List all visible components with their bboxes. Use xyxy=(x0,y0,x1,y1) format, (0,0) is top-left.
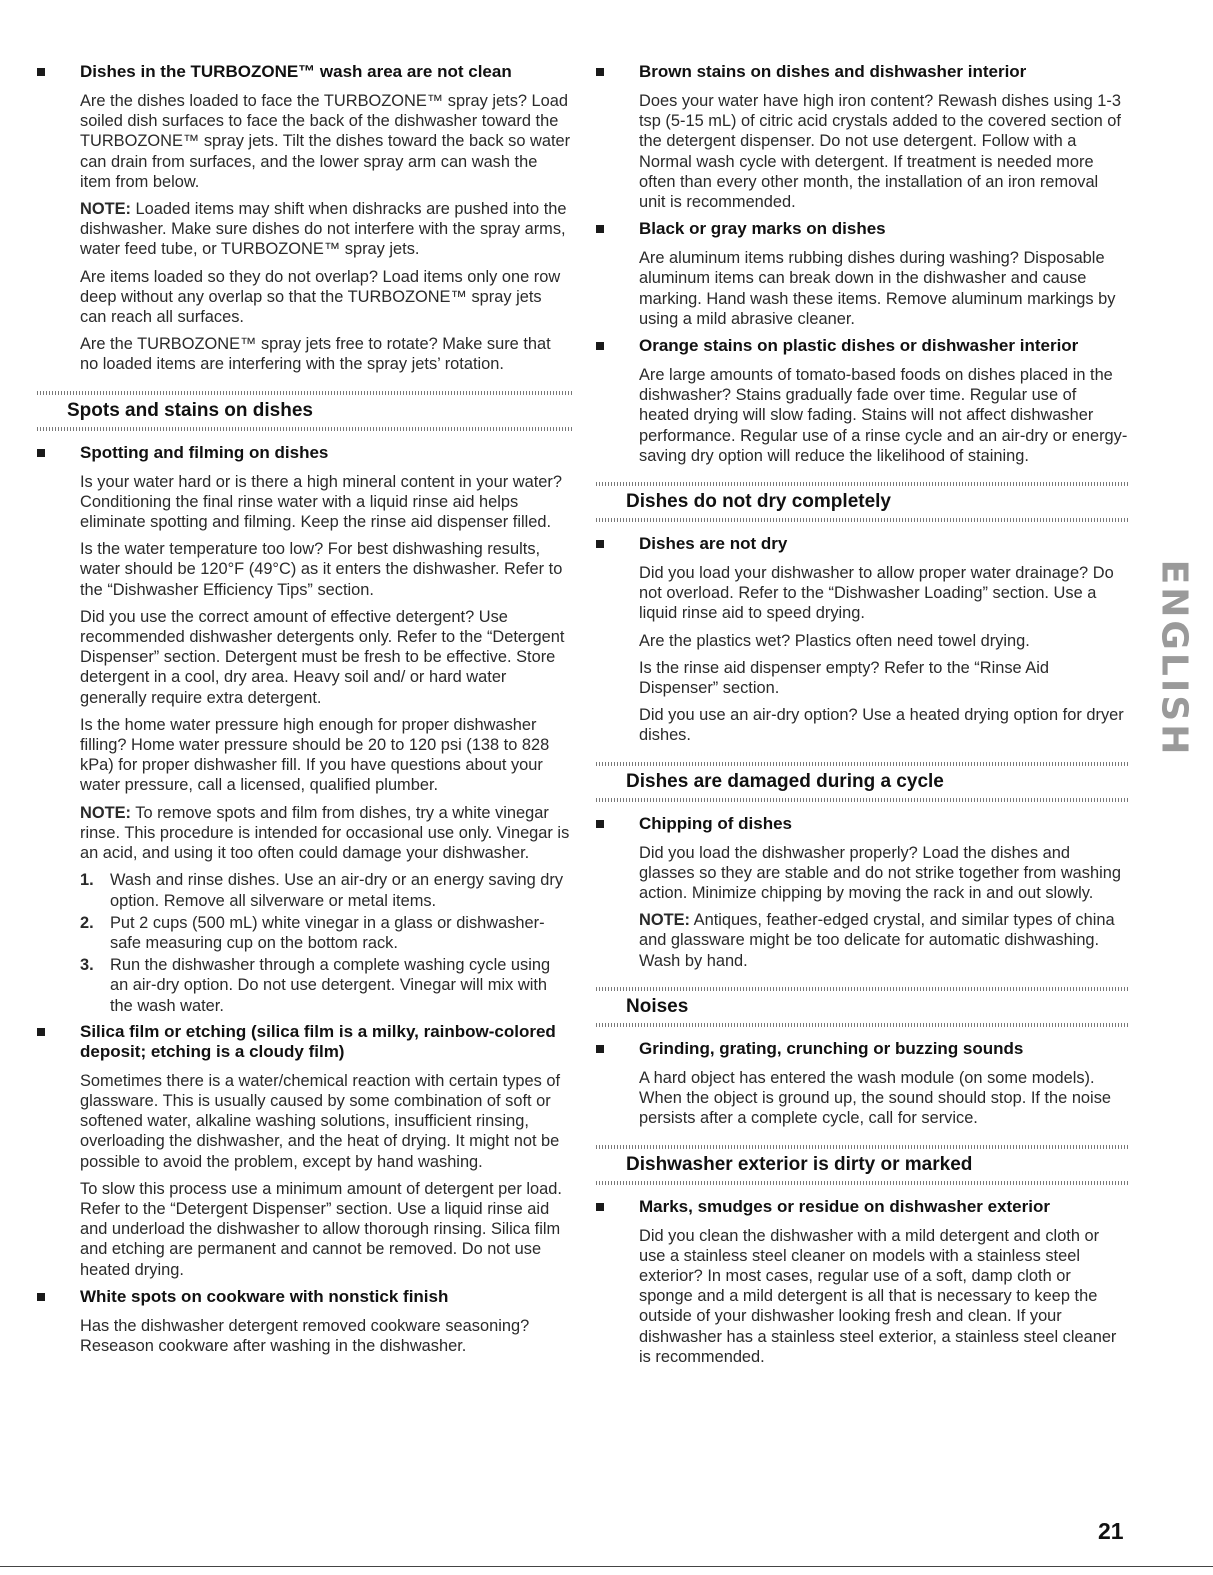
section-title: Spots and stains on dishes xyxy=(67,399,313,421)
bullet-icon xyxy=(37,1028,45,1036)
bullet-icon xyxy=(596,820,604,828)
topic-brown-stains xyxy=(596,62,1129,212)
note-text: Antiques, feather-edged crystal, and similar types of china and glassware might be too delicate for automatic dishwashing. Wash by hand. xyxy=(639,911,1115,970)
note-text: To remove spots and film from dishes, try a white vinegar rinse. This procedure is intended for occasional use only. Vinegar is an acid, and using it too often could damage your dishwasher. xyxy=(80,803,570,863)
step-number: 2. xyxy=(80,913,94,932)
bullet-icon xyxy=(37,449,45,457)
step-item xyxy=(80,955,572,1016)
paragraph: Did you clean the dishwasher with a mild detergent and cloth or use a stainless steel cleaner on models with a stainless steel exterior? In most cases, regular use of a soft, damp cloth or sponge and a mild detergent is all that is necessary to keep the outside of your dishwasher looking fresh and clean. If your dishwasher has a stainless steel exterior, a stainless steel cleaner is recommended. xyxy=(639,1226,1117,1366)
section-title: Dishes do not dry completely xyxy=(626,491,891,513)
topic-title: Grinding, grating, crunching or buzzing sounds xyxy=(639,1038,1024,1058)
topic-not-dry xyxy=(596,534,1129,746)
paragraph: Is your water hard or is there a high mineral content in your water? Conditioning the final rinse water with a liquid rinse aid helps eliminate spotting and filming. Keep the rinse aid dispenser filled. xyxy=(80,472,562,532)
bullet-icon xyxy=(37,1293,45,1301)
language-tab xyxy=(1153,559,1195,757)
bullet-icon xyxy=(37,68,45,76)
section-title: Dishes are damaged during a cycle xyxy=(626,770,944,792)
hatched-rule xyxy=(596,1181,1129,1185)
topic-black-marks xyxy=(596,219,1129,329)
right-column xyxy=(596,62,1129,1374)
paragraph: Is the water temperature too low? For best dishwashing results, water should be 120°F (49°C) as it enters the dishwasher. Refer to the “Dishwasher Efficiency Tips” section. xyxy=(80,540,563,599)
note-label: NOTE: xyxy=(80,200,131,219)
step-number: 3. xyxy=(80,956,94,975)
section-header-noises xyxy=(596,987,1129,1027)
note-text: Loaded items may shift when dishracks are pushed into the dishwasher. Make sure dishes do not interfere with the spray arms, water feed tube, or TURBOZONE™ spray jets. xyxy=(80,200,567,259)
section-header-spots xyxy=(37,391,572,431)
paragraph: Did you load the dishwasher properly? Load the dishes and glasses so they are stable and do not strike together from washing action. Minimize chipping by moving the rack in and out slowly. xyxy=(639,843,1121,903)
paragraph: To slow this process use a minimum amount of detergent per load. Refer to the “Detergent Dispenser” section. Use a liquid rinse aid and underload the dishwasher to allow thorough rinsing. Silica film and etching are permanent and cannot be removed. Do not use heated drying. xyxy=(80,1179,562,1279)
topic-orange-stains xyxy=(596,336,1129,466)
paragraph: Did you load your dishwasher to allow proper water drainage? Do not overload. Refer to the “Dishwasher Loading” section. Use a liquid rinse aid to speed drying. xyxy=(639,564,1114,623)
section-title: Dishwasher exterior is dirty or marked xyxy=(626,1153,973,1175)
left-column xyxy=(37,62,572,1363)
paragraph: Is the rinse aid dispenser empty? Refer to the “Rinse Aid Dispenser” section. xyxy=(639,658,1049,698)
note-label: NOTE: xyxy=(80,803,131,822)
paragraph: A hard object has entered the wash module (on some models). When the object is ground up, the sound should stop. If the noise persists after a complete cycle, call for service. xyxy=(639,1068,1111,1128)
paragraph: Does your water have high iron content? Rewash dishes using 1-3 tsp (5-15 mL) of citric acid crystals added to the covered section of the detergent dispenser. Do not use detergent. Follow with a Normal wash cycle with detergent. If treatment is needed more often than every other month, the installation of an iron removal unit is recommended. xyxy=(639,92,1121,212)
paragraph: Is the home water pressure high enough for proper dishwasher filling? Home water pressure should be 20 to 120 psi (138 to 828 kPa) for proper dishwasher fill. If you have questions about your water pressure, call a licensed, qualified plumber. xyxy=(80,715,550,795)
page-number: 21 xyxy=(1098,1518,1124,1544)
paragraph: Are large amounts of tomato-based foods on dishes placed in the dishwasher? Stains gradually fade over time. Regular use of heated drying will slow fading. Stains will not affect dishwasher performance. Regular use of a rinse cycle and an air-dry or energy-saving dry option will reduce the likelihood of staining. xyxy=(639,366,1128,465)
note-label: NOTE: xyxy=(639,911,690,930)
step-item xyxy=(80,913,572,953)
bullet-icon xyxy=(596,342,604,350)
bullet-icon xyxy=(596,540,604,548)
topic-chipping xyxy=(596,814,1129,971)
paragraph: Are aluminum items rubbing dishes during washing? Disposable aluminum items can break down in the dishwasher and cause marking. Hand wash these items. Remove aluminum markings by using a mild abrasive cleaner. xyxy=(639,249,1116,328)
topic-title: Dishes are not dry xyxy=(639,534,788,554)
numbered-steps xyxy=(80,870,572,1015)
topic-title: Silica film or etching (silica film is a milky, rainbow-colored deposit; etching is a cloudy film) xyxy=(80,1021,556,1061)
bullet-icon xyxy=(596,225,604,233)
paragraph: Has the dishwasher detergent removed cookware seasoning? Reseason cookware after washing in the dishwasher. xyxy=(80,1316,530,1355)
topic-exterior-marks xyxy=(596,1197,1129,1367)
paragraph: Are the dishes loaded to face the TURBOZONE™ spray jets? Load soiled dish surfaces to face the back of the dishwasher toward the TURBOZONE™ spray jets. Tilt the dishes toward the back so water can drain from surfaces, and the lower spray arm can wash the item from below. xyxy=(80,92,571,191)
note xyxy=(80,199,572,260)
language-tab-label: ENGLISH xyxy=(1153,559,1195,757)
step-number: 1. xyxy=(80,871,94,890)
section-header-damaged xyxy=(596,762,1129,802)
topic-title: Black or gray marks on dishes xyxy=(639,219,886,239)
topic-spotting xyxy=(37,443,572,1016)
footer-rule xyxy=(0,1566,1213,1567)
note xyxy=(80,803,572,864)
topic-title: Spotting and filming on dishes xyxy=(80,442,329,462)
step-text: Run the dishwasher through a complete washing cycle using an air-dry option. Do not use detergent. Vinegar will mix with the wash water. xyxy=(110,956,551,1015)
topic-nonstick xyxy=(37,1287,572,1356)
step-text: Wash and rinse dishes. Use an air-dry or an energy saving dry option. Remove all silverware or metal items. xyxy=(110,871,564,910)
paragraph: Are the TURBOZONE™ spray jets free to rotate? Make sure that no loaded items are interfering with the spray jets’ rotation. xyxy=(80,335,551,374)
section-header-dry xyxy=(596,482,1129,522)
topic-title: Marks, smudges or residue on dishwasher exterior xyxy=(639,1196,1050,1216)
paragraph: Are the plastics wet? Plastics often need towel drying. xyxy=(639,631,1030,650)
bullet-icon xyxy=(596,68,604,76)
paragraph: Are items loaded so they do not overlap? Load items only one row deep without any overlap so that the TURBOZONE™ spray jets can reach all surfaces. xyxy=(80,267,561,327)
topic-title: White spots on cookware with nonstick finish xyxy=(80,1286,449,1306)
topic-silica xyxy=(37,1022,572,1280)
hatched-rule xyxy=(596,798,1129,802)
topic-turbozone xyxy=(37,62,572,375)
section-header-exterior xyxy=(596,1145,1129,1185)
bullet-icon xyxy=(596,1203,604,1211)
topic-title: Orange stains on plastic dishes or dishwasher interior xyxy=(639,336,1079,356)
note xyxy=(639,910,1129,971)
bullet-icon xyxy=(596,1045,604,1053)
paragraph: Did you use the correct amount of effective detergent? Use recommended dishwasher detergents only. Refer to the “Detergent Dispenser” section. Detergent must be fresh to be effective. Store detergent in a cool, dry area. Heavy soil and/ or hard water generally require extra detergent. xyxy=(80,607,565,707)
hatched-rule xyxy=(596,1023,1129,1027)
hatched-rule xyxy=(596,518,1129,522)
section-title: Noises xyxy=(626,995,689,1017)
topic-title: Dishes in the TURBOZONE™ wash area are not clean xyxy=(80,62,512,81)
hatched-rule xyxy=(37,427,572,431)
step-item xyxy=(80,870,572,910)
topic-title: Chipping of dishes xyxy=(639,813,792,833)
topic-grinding xyxy=(596,1039,1129,1129)
paragraph: Did you use an air-dry option? Use a heated drying option for dryer dishes. xyxy=(639,706,1124,745)
topic-title: Brown stains on dishes and dishwasher interior xyxy=(639,62,1027,81)
paragraph: Sometimes there is a water/chemical reaction with certain types of glassware. This is usually caused by some combination of soft or softened water, alkaline washing solutions, insufficient rinsing, overloading the dishwasher, and the heat of drying. It might not be possible to avoid the problem, except by hand washing. xyxy=(80,1071,561,1171)
step-text: Put 2 cups (500 mL) white vinegar in a glass or dishwasher-safe measuring cup on the bottom rack. xyxy=(110,913,545,952)
